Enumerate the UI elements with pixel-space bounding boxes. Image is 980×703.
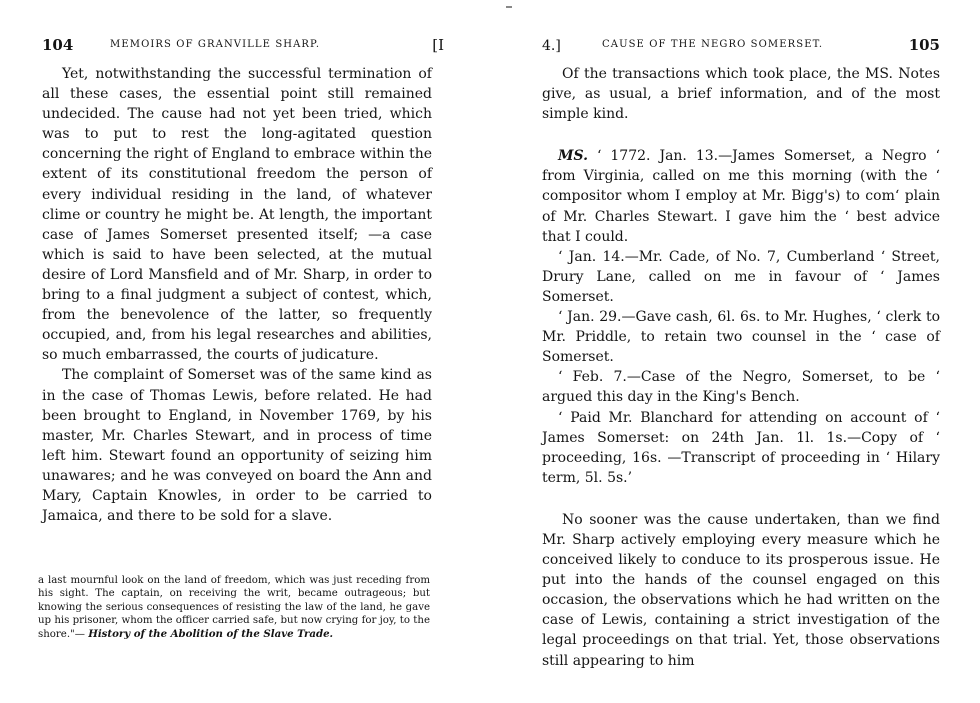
footnote-text: a last mournful look on the land of freedom, which was just receding from his sight. The captain, on receiving the writ, became outrageous; but knowing the serious consequences of resisting the law of the land, he gave up his prisoner, whom the officer carried safe, but now crying for joy, to the shore."—	[38, 575, 430, 640]
right-running-head: CAUSE OF THE NEGRO SOMERSET.	[602, 39, 824, 50]
right-page-header	[542, 36, 940, 56]
left-chapter-mark: [I	[432, 36, 444, 54]
intro-paragraph: Of the transactions which took place, the MS. Notes give, as usual, a brief information, and of the most simple kind.	[542, 66, 940, 123]
ms-entry: ‘ Paid Mr. Blanchard for attending on account of ‘ James Somerset: on 24th Jan. 1l. 1s.—Copy of ‘ proceeding, 16s. —Transcript of proceeding in ‘ Hilary term, 5l. 5s.’	[542, 409, 940, 486]
ms-entry	[542, 146, 940, 246]
right-page	[490, 0, 980, 703]
left-page-header	[42, 36, 444, 56]
footnote-source: History of the Abolition of the Slave Trade.	[88, 627, 334, 640]
paragraph: The complaint of Somerset was of the same kind as in the case of Thomas Lewis, before related. He had been brought to England, in November 1769, by his master, Mr. Charles Stewart, and in process of time left him. Stewart found an opportunity of seizing him unawares; and he was conveyed on board the Ann and Mary, Captain Knowles, in order to be carried to Jamaica, and there to be sold for a slave.	[42, 367, 432, 525]
section-gap	[542, 488, 940, 510]
left-page-number: 104	[42, 36, 74, 54]
paragraph: Yet, notwithstanding the successful termination of all these cases, the essential point still remained undecided. The cause had not yet been tried, which was to put to rest the long-agitated question concerning the right of England to embrace within the extent of its constitutional freedom the person of every individual residing in the land, of whatever clime or country he might be. At length, the important case of James Somerset presented itself; —a case which is said to have been selected, at the mutual desire of Lord Mansfield and of Mr. Sharp, in order to bring to a final judgment a subject of contest, which, from the benevolence of the latter, so frequently occupied, and, from his legal researches and abilities, so much embarrassed, the courts of judicature.	[42, 66, 432, 364]
ms-entry: ‘ Jan. 29.—Gave cash, 6l. 6s. to Mr. Hughes, ‘ clerk to Mr. Priddle, to retain two counsel in the ‘ case of Somerset.	[542, 309, 940, 366]
left-page-body	[42, 64, 432, 526]
ms-label: MS.	[558, 148, 588, 165]
footnote	[38, 574, 430, 641]
right-page-number: 105	[908, 36, 940, 54]
ms-entry-text: ‘ 1772. Jan. 13.—James Somerset, a Negro ‘ from Virginia, called on me this morning (with the ‘ compositor whom I employ at Mr. Bigg's) to com‘ plain of Mr. Charles Stewart. I gave him the ‘ best advice that I could.	[542, 148, 940, 245]
closing-paragraph: No sooner was the cause undertaken, than we find Mr. Sharp actively employing every measure which he conceived likely to conduce to its prosperous issue. He put into the hands of the counsel engaged on this occasion, the observations which he had written on the case of Lewis, containing a strict investigation of the legal proceedings on that trial. Yet, those observations still appearing to him	[542, 511, 940, 669]
ms-entry: ‘ Jan. 14.—Mr. Cade, of No. 7, Cumberland ‘ Street, Drury Lane, called on me in favour of ‘ James Somerset.	[542, 248, 940, 305]
right-chapter-mark: 4.]	[542, 38, 561, 54]
right-page-body	[542, 64, 940, 671]
ms-notes	[542, 146, 940, 488]
ms-entry: ‘ Feb. 7.—Case of the Negro, Somerset, to be ‘ argued this day in the King's Bench.	[542, 369, 940, 406]
left-running-head: MEMOIRS OF GRANVILLE SHARP.	[110, 39, 321, 50]
